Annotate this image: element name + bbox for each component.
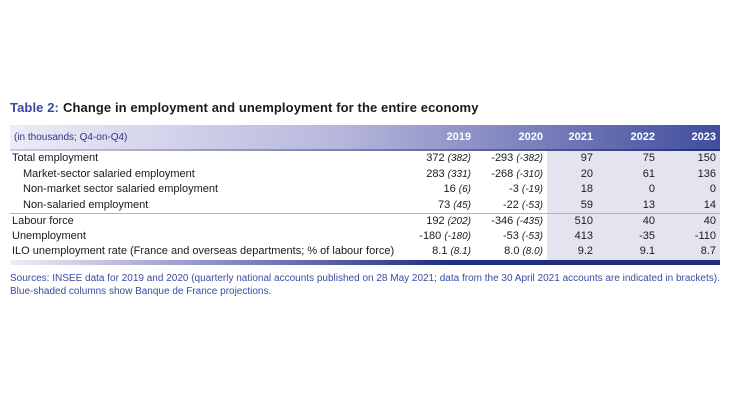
cell-bracket-value: (45) xyxy=(453,199,471,211)
table-row xyxy=(10,213,720,229)
cell-value: -268 xyxy=(491,167,514,180)
row-label: Non-salaried employment xyxy=(23,198,149,211)
value-cell xyxy=(475,167,547,183)
cell-bracket-value: (-19) xyxy=(521,184,543,195)
row-label: ILO unemployment rate (France and overseas departments; % of labour force) xyxy=(12,245,395,257)
cell-value: -180 xyxy=(419,229,442,242)
projection-value-cell xyxy=(597,167,659,183)
cell-value: -293 xyxy=(491,152,514,164)
projection-value-cell xyxy=(659,167,720,183)
projection-value-cell xyxy=(547,244,597,260)
cell-bracket-value: (-382) xyxy=(516,153,543,164)
cell-bracket-value: (-435) xyxy=(516,216,543,227)
cell-value: 8.0 xyxy=(504,245,520,257)
row-label: Market-sector salaried employment xyxy=(23,167,195,180)
cell-value: 9.1 xyxy=(639,245,655,257)
table-row xyxy=(10,182,720,198)
cell-value: -53 xyxy=(502,229,519,242)
cell-value: 75 xyxy=(642,152,655,164)
table-body xyxy=(10,151,720,260)
cell-value: -22 xyxy=(502,198,519,211)
value-cell xyxy=(395,214,475,230)
projection-value-cell xyxy=(597,244,659,260)
value-cell xyxy=(395,244,475,260)
row-label: Labour force xyxy=(12,215,74,227)
cell-value: -35 xyxy=(639,229,655,242)
cell-value: 18 xyxy=(580,183,593,195)
value-cell xyxy=(475,244,547,260)
projection-value-cell xyxy=(597,182,659,198)
value-cell xyxy=(475,198,547,214)
table-row xyxy=(10,244,720,260)
cell-bracket-value: (8.0) xyxy=(522,246,543,257)
cell-value: -3 xyxy=(509,183,519,195)
projection-value-cell xyxy=(597,151,659,167)
year-header-2022: 2022 xyxy=(630,131,655,143)
cell-value: 0 xyxy=(709,183,716,195)
projection-value-cell xyxy=(659,151,720,167)
table-title-text: Change in employment and unemployment for the entire economy xyxy=(62,100,479,115)
cell-value: 97 xyxy=(580,152,593,164)
cell-value: -346 xyxy=(491,215,514,227)
value-cell xyxy=(395,229,475,245)
cell-value: 73 xyxy=(437,198,451,211)
cell-bracket-value: (331) xyxy=(447,168,471,180)
year-header-2023: 2023 xyxy=(691,131,716,143)
value-cell xyxy=(475,229,547,245)
cell-bracket-value: (-53) xyxy=(521,199,543,211)
table-row xyxy=(10,198,720,214)
cell-value: 8.1 xyxy=(432,245,448,257)
sources-note: Sources: INSEE data for 2019 and 2020 (quarterly national accounts published on 28 May 2021; data from the 30 April 2021 accounts are indicated in brackets). Blue-shaded columns show Banque de France projections. xyxy=(10,272,720,297)
value-cell xyxy=(475,182,547,198)
cell-value: 510 xyxy=(574,215,593,227)
cell-bracket-value: (8.1) xyxy=(450,246,471,257)
table-title xyxy=(10,100,720,115)
cell-value: 40 xyxy=(642,215,655,227)
table-bottom-rule xyxy=(10,260,720,265)
cell-bracket-value: (382) xyxy=(447,153,471,164)
cell-value: -110 xyxy=(694,229,716,242)
cell-value: 283 xyxy=(426,167,445,180)
cell-bracket-value: (-180) xyxy=(444,230,471,242)
cell-value: 20 xyxy=(580,167,593,180)
unit-label: (in thousands; Q4-on-Q4) xyxy=(14,131,128,143)
cell-bracket-value: (6) xyxy=(458,184,471,195)
year-header-2020: 2020 xyxy=(518,131,543,143)
cell-value: 372 xyxy=(426,152,445,164)
projection-value-cell xyxy=(659,229,720,245)
value-cell xyxy=(395,198,475,214)
cell-value: 413 xyxy=(574,229,593,242)
cell-bracket-value: (202) xyxy=(447,216,471,227)
projection-value-cell xyxy=(547,182,597,198)
projection-value-cell xyxy=(597,229,659,245)
cell-value: 150 xyxy=(697,152,716,164)
cell-value: 61 xyxy=(642,167,655,180)
table-row xyxy=(10,167,720,183)
row-label: Non-market sector salaried employment xyxy=(23,183,219,195)
projection-value-cell xyxy=(547,229,597,245)
value-cell xyxy=(395,151,475,167)
projection-value-cell xyxy=(547,151,597,167)
year-header-2019: 2019 xyxy=(446,131,471,143)
cell-value: 13 xyxy=(642,198,655,211)
table-figure xyxy=(10,100,720,298)
cell-value: 9.2 xyxy=(577,245,593,257)
year-header-2021: 2021 xyxy=(568,131,593,143)
projection-value-cell xyxy=(547,167,597,183)
cell-value: 0 xyxy=(648,183,655,195)
projection-value-cell xyxy=(659,198,720,214)
projection-value-cell xyxy=(547,214,597,230)
cell-value: 192 xyxy=(426,215,445,227)
cell-bracket-value: (-53) xyxy=(521,230,543,242)
value-cell xyxy=(475,151,547,167)
projection-value-cell xyxy=(659,182,720,198)
cell-value: 136 xyxy=(697,167,716,180)
table-row xyxy=(10,151,720,167)
row-label: Unemployment xyxy=(12,229,86,242)
projection-value-cell xyxy=(659,244,720,260)
projection-value-cell xyxy=(597,198,659,214)
cell-value: 40 xyxy=(703,215,716,227)
cell-value: 16 xyxy=(443,183,456,195)
table-row xyxy=(10,229,720,245)
row-label: Total employment xyxy=(12,152,99,164)
projection-value-cell xyxy=(659,214,720,230)
table-number: Table 2: xyxy=(10,100,59,115)
cell-value: 14 xyxy=(703,198,716,211)
table-header-band xyxy=(10,125,720,151)
value-cell xyxy=(395,182,475,198)
cell-value: 8.7 xyxy=(700,245,716,257)
value-cell xyxy=(475,214,547,230)
cell-value: 59 xyxy=(580,198,593,211)
value-cell xyxy=(395,167,475,183)
cell-bracket-value: (-310) xyxy=(516,168,543,180)
projection-value-cell xyxy=(597,214,659,230)
projection-value-cell xyxy=(547,198,597,214)
